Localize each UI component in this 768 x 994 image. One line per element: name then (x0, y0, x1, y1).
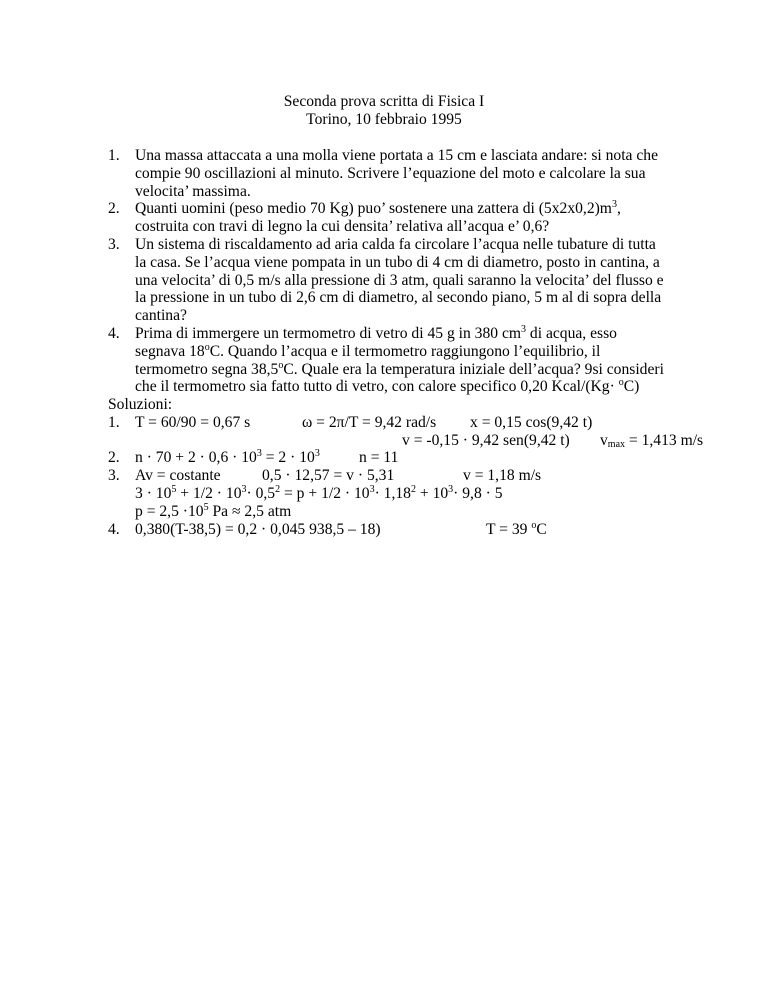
problem-text: Un sistema di riscaldamento ad aria calda fa circolare l’acqua nelle tubature di tutta la casa. Se l’acqua viene pompata in un tubo di 4 cm di diametro, posto in cantina, a una velocita’ di 0,5 m/s alla pressione di 3 atm, quali saranno la velocita’ del flusso e la pressione in un tubo di 2,6 cm di diametro, al secondo piano, 5 m al di sopra della cantina? (135, 235, 664, 325)
equation-part: 3 · 10 (135, 484, 172, 502)
solutions-section (108, 396, 704, 538)
solution-1-period: T = 60/90 = 0,67 s (135, 413, 251, 431)
superscript: 2 (275, 483, 281, 495)
subscript: max (607, 438, 626, 450)
problem-text-b: , costruita con travi di legno la cui densita’ relativa all’acqua e’ 0,6? (135, 200, 621, 236)
solution-1-line-2 (108, 431, 704, 450)
solution-4-line (108, 521, 668, 539)
document-date: Torino, 10 febbraio 1995 (306, 110, 462, 128)
solution-1-omega: ω = 2π/T = 9,42 rad/s (302, 413, 437, 431)
equation-part: p = 2,5 ·10 (135, 502, 204, 520)
degree-symbol: o (204, 341, 210, 353)
equation-part: + 10 (415, 484, 449, 502)
solution-3-line-3 (108, 503, 668, 521)
solution-number: 1. (108, 413, 120, 431)
solution-3-pressure (135, 503, 291, 521)
equation-part: C (536, 520, 547, 538)
superscript: 3 (241, 483, 247, 495)
solution-3-equation: 0,5 · 12,57 = v · 5,31 (262, 467, 395, 485)
document-title: Seconda prova scritta di Fisica I (283, 93, 485, 110)
solution-3-bernoulli (135, 485, 503, 503)
solution-1-velocity: v = -0,15 · 9,42 sen(9,42 t) (402, 431, 570, 449)
solution-3-continuity: Av = costante (135, 467, 221, 485)
problem-text: Una massa attaccata a una molla viene portata a 15 cm e lasciata andare: si nota che compie 90 oscillazioni al minuto. Scrivere l’equazione del moto e calcolare la sua velocita’ massima. (135, 147, 659, 200)
solution-2-line (108, 449, 668, 467)
solution-number: 2. (108, 449, 120, 467)
problem-text-4: C. Quale era la temperatura iniziale dell’acqua? 9si consideri che il termometro sia fatto tutto di vetro, con calore specifico 0,20 Kcal/(Kg· (135, 360, 664, 396)
equation-part: = p + 1/2 · 10 (280, 484, 370, 502)
problem-text-1: Prima di immergere un termometro di vetro di 45 g in 380 cm (135, 324, 522, 342)
solution-1-position: x = 0,15 cos(9,42 t) (470, 413, 593, 431)
equation-part: · 0,5 (246, 484, 276, 502)
superscript: 5 (203, 501, 209, 513)
solution-3-line-2 (108, 485, 668, 503)
superscript: 5 (171, 483, 177, 495)
solution-number: 3. (108, 467, 120, 485)
solution-1-vmax (600, 432, 703, 450)
superscript: 3 (369, 483, 375, 495)
problem-list (108, 147, 668, 396)
equation-part: n · 70 + 2 · 0,6 · 10 (135, 449, 257, 467)
problem-4 (108, 325, 668, 396)
equation-part: Pa ≈ 2,5 atm (208, 502, 292, 520)
superscript: 2 (410, 483, 416, 495)
vmax-value: = 1,413 m/s (625, 431, 704, 449)
problem-3 (108, 236, 668, 325)
problem-number: 2. (108, 200, 120, 218)
solution-number: 4. (108, 520, 120, 538)
equation-part: · 9,8 · 5 (453, 484, 503, 502)
problem-number: 3. (108, 235, 120, 253)
problem-text-2: di acqua, esso segnava 18 (135, 324, 617, 360)
problem-number: 4. (108, 324, 120, 342)
solution-3-line-1 (108, 467, 668, 485)
solution-3-velocity: v = 1,18 m/s (463, 467, 542, 485)
equation-part: · 1,18 (374, 484, 411, 502)
problem-text-5: C) (623, 378, 640, 396)
superscript: 3 (611, 199, 617, 211)
solution-4-result (486, 521, 547, 539)
superscript: 3 (256, 448, 262, 460)
problem-text-a: Quanti uomini (peso medio 70 Kg) puo’ sostenere una zattera di (5x2x0,2)m (135, 200, 612, 218)
degree-symbol: o (278, 359, 284, 371)
solution-1-line-1 (108, 414, 668, 432)
document-header (0, 93, 768, 129)
problem-1 (108, 147, 668, 200)
problem-number: 1. (108, 147, 120, 164)
superscript: 3 (521, 323, 527, 335)
solutions-heading: Soluzioni: (108, 396, 173, 413)
equation-part: T = 39 (486, 520, 532, 538)
equation-part: + 1/2 · 10 (176, 484, 242, 502)
solution-2-result: n = 11 (359, 449, 399, 467)
superscript: 3 (448, 483, 454, 495)
vmax-symbol: v (600, 431, 608, 449)
superscript: 3 (314, 448, 320, 460)
equation-part: = 2 · 10 (261, 449, 315, 467)
solution-2-equation (135, 449, 320, 467)
degree-symbol: o (531, 519, 537, 531)
problem-2 (108, 200, 668, 236)
degree-symbol: o (618, 377, 624, 389)
solution-4-equation: 0,380(T-38,5) = 0,2 · 0,045 938,5 – 18) (135, 520, 381, 538)
problem-text-3: C. Quando l’acqua e il termometro raggiungono l’equilibrio, il termometro segna 38,5 (135, 342, 601, 378)
